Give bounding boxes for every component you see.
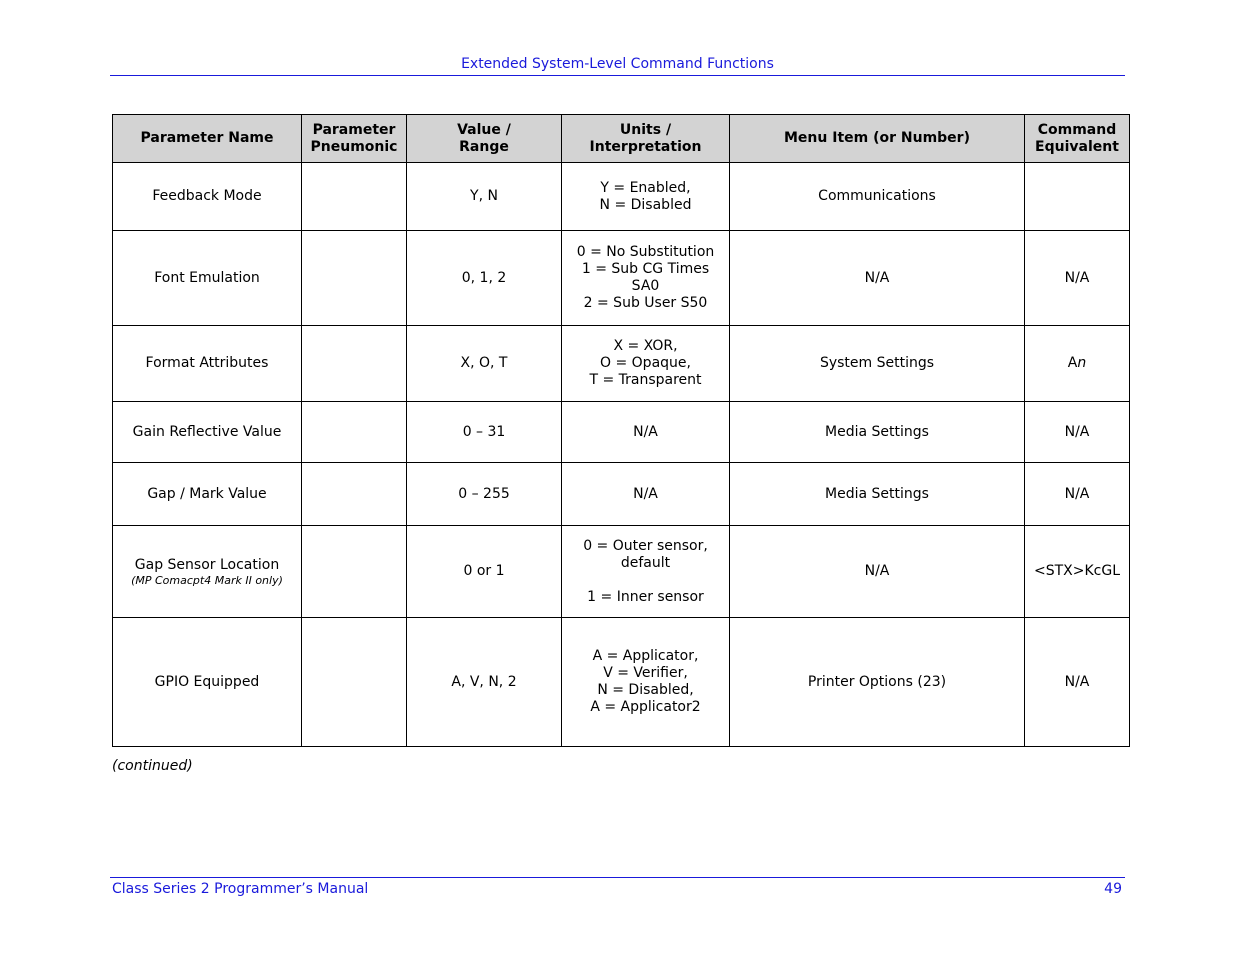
command-cell (1025, 402, 1130, 463)
parameter-table (112, 114, 1130, 747)
pneumonic-cell (302, 618, 407, 747)
value-range-cell: 0, 1, 2 (407, 231, 562, 326)
units-line: X = XOR, (613, 338, 678, 354)
table-row (113, 231, 1130, 326)
parameter-name-cell (113, 231, 302, 326)
parameter-name: Font Emulation (154, 269, 260, 286)
value-range-cell: Y, N (407, 163, 562, 231)
units-line: A = Applicator2 (590, 699, 701, 715)
table-row (113, 326, 1130, 402)
column-header-line: Value / (457, 121, 511, 138)
parameter-name: Gain Reflective Value (132, 423, 282, 440)
column-header-value-range (407, 115, 562, 163)
column-header-command (1025, 115, 1130, 163)
parameter-name: Feedback Mode (152, 188, 262, 204)
units-line: N/A (633, 485, 658, 502)
command-text: N/A (1064, 423, 1090, 440)
footer-rule (110, 877, 1125, 878)
column-header-line: Range (459, 138, 509, 155)
column-header-line: Interpretation (589, 138, 702, 155)
pneumonic-cell (302, 163, 407, 231)
table-row (113, 618, 1130, 747)
command-italic-text: n (1077, 355, 1087, 371)
footer-page-number: 49 (1104, 881, 1122, 897)
column-header-line: Parameter (312, 121, 396, 138)
value-range-cell: X, O, T (407, 326, 562, 402)
units-line: Y = Enabled, (600, 179, 691, 196)
parameter-note: (MP Comacpt4 Mark II only) (131, 573, 283, 587)
value-range-cell: 0 or 1 (407, 526, 562, 618)
value-range-cell: 0 – 255 (407, 463, 562, 526)
table-row (113, 402, 1130, 463)
command-text: N/A (1064, 673, 1090, 690)
value-range-cell: 0 – 31 (407, 402, 562, 463)
units-line (566, 572, 725, 589)
command-text: N/A (1064, 485, 1090, 502)
command-text: N/A (1064, 269, 1090, 286)
parameter-name-cell (113, 326, 302, 402)
units-line: default (620, 554, 671, 571)
table-header-row (113, 115, 1130, 163)
parameter-name: GPIO Equipped (154, 673, 260, 690)
parameter-name: Format Attributes (145, 355, 269, 371)
menu-item-cell: System Settings (730, 326, 1025, 402)
menu-item-cell: Printer Options (23) (730, 618, 1025, 747)
column-header-line: Command (1037, 121, 1117, 138)
pneumonic-cell (302, 231, 407, 326)
menu-item-cell: N/A (730, 231, 1025, 326)
units-cell (562, 526, 730, 618)
units-line: V = Verifier, (603, 665, 688, 681)
units-line: 0 = No Substitution (576, 244, 715, 260)
parameter-name-cell (113, 402, 302, 463)
pneumonic-cell (302, 463, 407, 526)
units-line: 0 = Outer sensor, (583, 537, 708, 554)
command-cell (1025, 231, 1130, 326)
column-header-line: Pneumonic (310, 138, 398, 155)
units-line: 1 = Inner sensor (587, 588, 704, 605)
parameter-name-cell (113, 618, 302, 747)
column-header-parameter-name: Parameter Name (113, 115, 302, 163)
pneumonic-cell (302, 526, 407, 618)
units-cell (562, 402, 730, 463)
command-cell (1025, 526, 1130, 618)
parameter-name: Gap / Mark Value (147, 485, 267, 502)
units-cell (562, 163, 730, 231)
units-line: N/A (633, 423, 658, 440)
parameter-name-cell (113, 526, 302, 618)
units-line: 1 = Sub CG Times (581, 261, 710, 277)
table-row (113, 463, 1130, 526)
column-header-units (562, 115, 730, 163)
table-row (113, 526, 1130, 618)
running-header: Extended System-Level Command Functions (461, 56, 774, 72)
column-header-pneumonic (302, 115, 407, 163)
table-body (113, 163, 1130, 747)
units-line: SA0 (631, 278, 660, 294)
menu-item-cell: Media Settings (730, 402, 1025, 463)
column-header-line: Units / (619, 121, 672, 138)
header-rule (110, 75, 1125, 76)
command-text: <STX>KcGL (1033, 563, 1121, 579)
units-line: N = Disabled, (597, 682, 694, 698)
parameter-name-cell (113, 463, 302, 526)
menu-item-cell: N/A (730, 526, 1025, 618)
column-header-menu-item: Menu Item (or Number) (730, 115, 1025, 163)
command-cell (1025, 326, 1130, 402)
units-line: O = Opaque, (600, 355, 691, 371)
units-cell (562, 326, 730, 402)
command-cell (1025, 618, 1130, 747)
units-cell (562, 463, 730, 526)
menu-item-cell: Communications (730, 163, 1025, 231)
units-cell (562, 231, 730, 326)
continued-note: (continued) (112, 758, 193, 774)
units-line: 2 = Sub User S50 (583, 295, 708, 311)
command-text: A (1067, 355, 1078, 371)
pneumonic-cell (302, 402, 407, 463)
menu-item-cell: Media Settings (730, 463, 1025, 526)
column-header-line: Equivalent (1035, 138, 1119, 155)
parameter-name-cell (113, 163, 302, 231)
value-range-cell: A, V, N, 2 (407, 618, 562, 747)
parameter-name: Gap Sensor Location (134, 556, 280, 573)
units-line: N = Disabled (599, 196, 692, 213)
command-cell (1025, 463, 1130, 526)
table-row (113, 163, 1130, 231)
units-line: T = Transparent (589, 372, 702, 388)
units-cell (562, 618, 730, 747)
pneumonic-cell (302, 326, 407, 402)
units-line: A = Applicator, (592, 648, 699, 664)
command-cell (1025, 163, 1130, 231)
footer-manual-title: Class Series 2 Programmer’s Manual (112, 881, 369, 897)
